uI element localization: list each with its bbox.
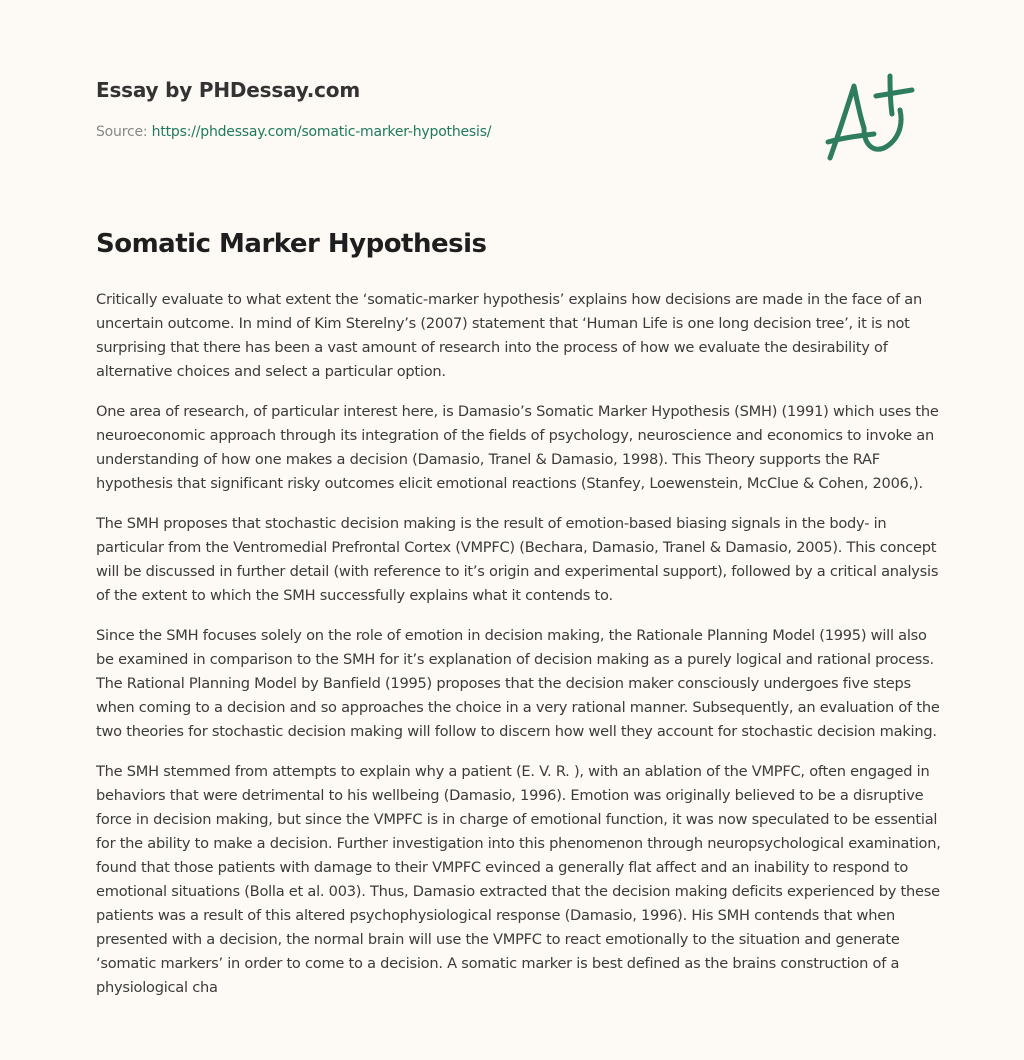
a-plus-grade-icon [820,66,930,166]
page-header [96,76,936,142]
article-paragraph: Critically evaluate to what extent the ‘somatic-marker hypothesis’ explains how decisions are made in the face of an uncertain outcome. In mind of Kim Sterelny’s (2007) statement that ‘Human Life is one long decision tree’, it is not surprising that there has been a vast amount of research into the process of how we evaluate the desirability of alternative choices and select a particular option. [96,291,922,380]
source-label: Source: [96,124,148,140]
article-paragraph: The SMH stemmed from attempts to explain why a patient (E. V. R. ), with an ablation of the VMPFC, often engaged in behaviors that were detrimental to his wellbeing (Damasio, 1996). Emotion was originally believed to be a disruptive force in decision making, but since the VMPFC is in charge of emotional function, it was now speculated to be essential for the ability to make a decision. Further investigation into this phenomenon through neuropsychological examination, found that those patients with damage to their VMPFC evinced a generally flat affect and an inability to respond to emotional situations (Bolla et al. 003). Thus, Damasio extracted that the decision making deficits experienced by these patients was a result of this altered psychophysiological response (Damasio, 1996). His SMH contends that when presented with a decision, the normal brain will use the VMPFC to react emotionally to the situation and generate ‘somatic markers’ in order to come to a decision. A somatic marker is best defined as the brains construction of a physiological cha [96,763,941,996]
source-link[interactable]: https://phdessay.com/somatic-marker-hypothesis/ [151,124,492,140]
article-paragraph: One area of research, of particular interest here, is Damasio’s Somatic Marker Hypothesis (SMH) (1991) which uses the neuroeconomic approach through its integration of the fields of psychology, neuroscience and economics to invoke an understanding of how one makes a decision (Damasio, Tranel & Damasio, 1998). This Theory supports the RAF hypothesis that significant risky outcomes elicit emotional reactions (Stanfey, Loewenstein, McClue & Cohen, 2006,). [96,403,939,492]
article-title: Somatic Marker Hypothesis [96,229,487,259]
article-paragraph: Since the SMH focuses solely on the role of emotion in decision making, the Rationale Planning Model (1995) will also be examined in comparison to the SMH for it’s explanation of decision making as a purely logical and rational process. The Rational Planning Model by Banfield (1995) proposes that the decision maker consciously undergoes five steps when coming to a decision and so approaches the choice in a very rational manner. Subsequently, an evaluation of the two theories for stochastic decision making will follow to discern how well they account for stochastic decision making. [96,627,940,740]
brand-title: Essay by PHDessay.com [96,78,360,102]
article [96,226,944,1016]
source-line [96,122,936,142]
article-paragraph: The SMH proposes that stochastic decision making is the result of emotion-based biasing signals in the body- in particular from the Ventromedial Prefrontal Cortex (VMPFC) (Bechara, Damasio, Tranel & Damasio, 2005). This concept will be discussed in further detail (with reference to it’s origin and experimental support), followed by a critical analysis of the extent to which the SMH successfully explains what it contends to. [96,515,939,604]
